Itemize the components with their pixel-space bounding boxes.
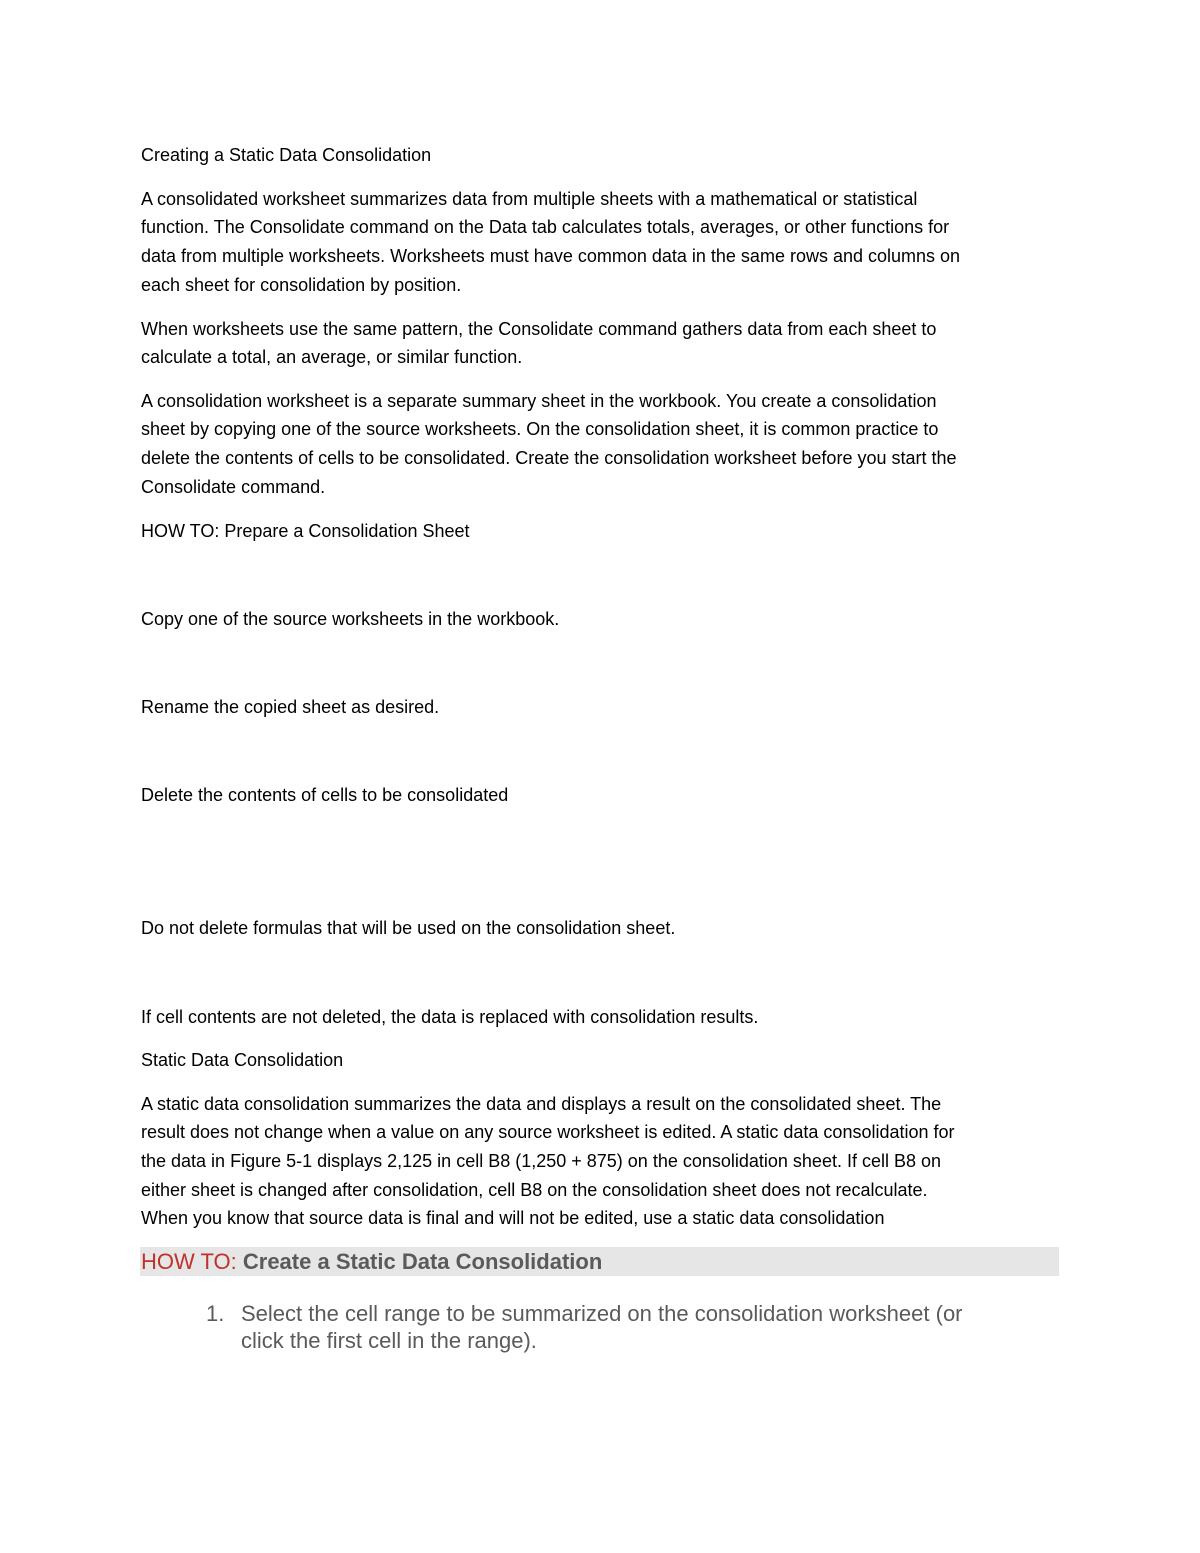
paragraph-line: each sheet for consolidation by position. (141, 275, 462, 295)
paragraph-line: delete the contents of cells to be consolidated. Create the consolidation worksheet before you start the (141, 448, 957, 468)
paragraph-line: When you know that source data is final and will not be edited, use a static data consolidation (141, 1208, 885, 1228)
paragraph-line: the data in Figure 5-1 displays 2,125 in cell B8 (1,250 + 875) on the consolidation sheet. If cell B8 on (141, 1151, 942, 1171)
howto-prepare-heading: HOW TO: Prepare a Consolidation Sheet (141, 521, 470, 541)
paragraph-line: A consolidated worksheet summarizes data from multiple sheets with a mathematical or statistical (141, 189, 918, 209)
paragraph-line: A consolidation worksheet is a separate summary sheet in the workbook. You create a consolidation (141, 391, 937, 411)
paragraph-line: A static data consolidation summarizes the data and displays a result on the consolidated sheet. The (141, 1094, 942, 1114)
howto-prefix: HOW TO: (141, 1249, 237, 1274)
prepare-step: Rename the copied sheet as desired. (141, 697, 440, 717)
document-heading: Creating a Static Data Consolidation (141, 145, 432, 165)
step-number: 1. (206, 1301, 225, 1326)
paragraph-line: function. The Consolidate command on the Data tab calculates totals, averages, or other functions for (141, 217, 950, 237)
paragraph-line: result does not change when a value on any source worksheet is edited. A static data consolidation for (141, 1122, 955, 1142)
paragraph-line: data from multiple worksheets. Worksheets must have common data in the same rows and columns on (141, 246, 961, 266)
prepare-step: Copy one of the source worksheets in the workbook. (141, 609, 560, 629)
prepare-step: If cell contents are not deleted, the data is replaced with consolidation results. (141, 1007, 759, 1027)
step-text-line: click the first cell in the range). (241, 1328, 537, 1353)
paragraph-line: either sheet is changed after consolidation, cell B8 on the consolidation sheet does not recalculate. (141, 1180, 928, 1200)
paragraph-line: When worksheets use the same pattern, the Consolidate command gathers data from each sheet to (141, 319, 937, 339)
paragraph-line: calculate a total, an average, or similar function. (141, 347, 523, 367)
howto-title: Create a Static Data Consolidation (242, 1249, 603, 1274)
step-text-line: Select the cell range to be summarized on the consolidation worksheet (or (241, 1301, 963, 1326)
prepare-step: Do not delete formulas that will be used on the consolidation sheet. (141, 918, 676, 938)
paragraph-line: Consolidate command. (141, 477, 326, 497)
step-text (241, 1300, 1041, 1354)
howto-create-heading (141, 1248, 602, 1276)
prepare-step: Delete the contents of cells to be consolidated (141, 785, 509, 805)
paragraph-line: sheet by copying one of the source worksheets. On the consolidation sheet, it is common practice to (141, 419, 939, 439)
static-consolidation-heading: Static Data Consolidation (141, 1050, 344, 1070)
